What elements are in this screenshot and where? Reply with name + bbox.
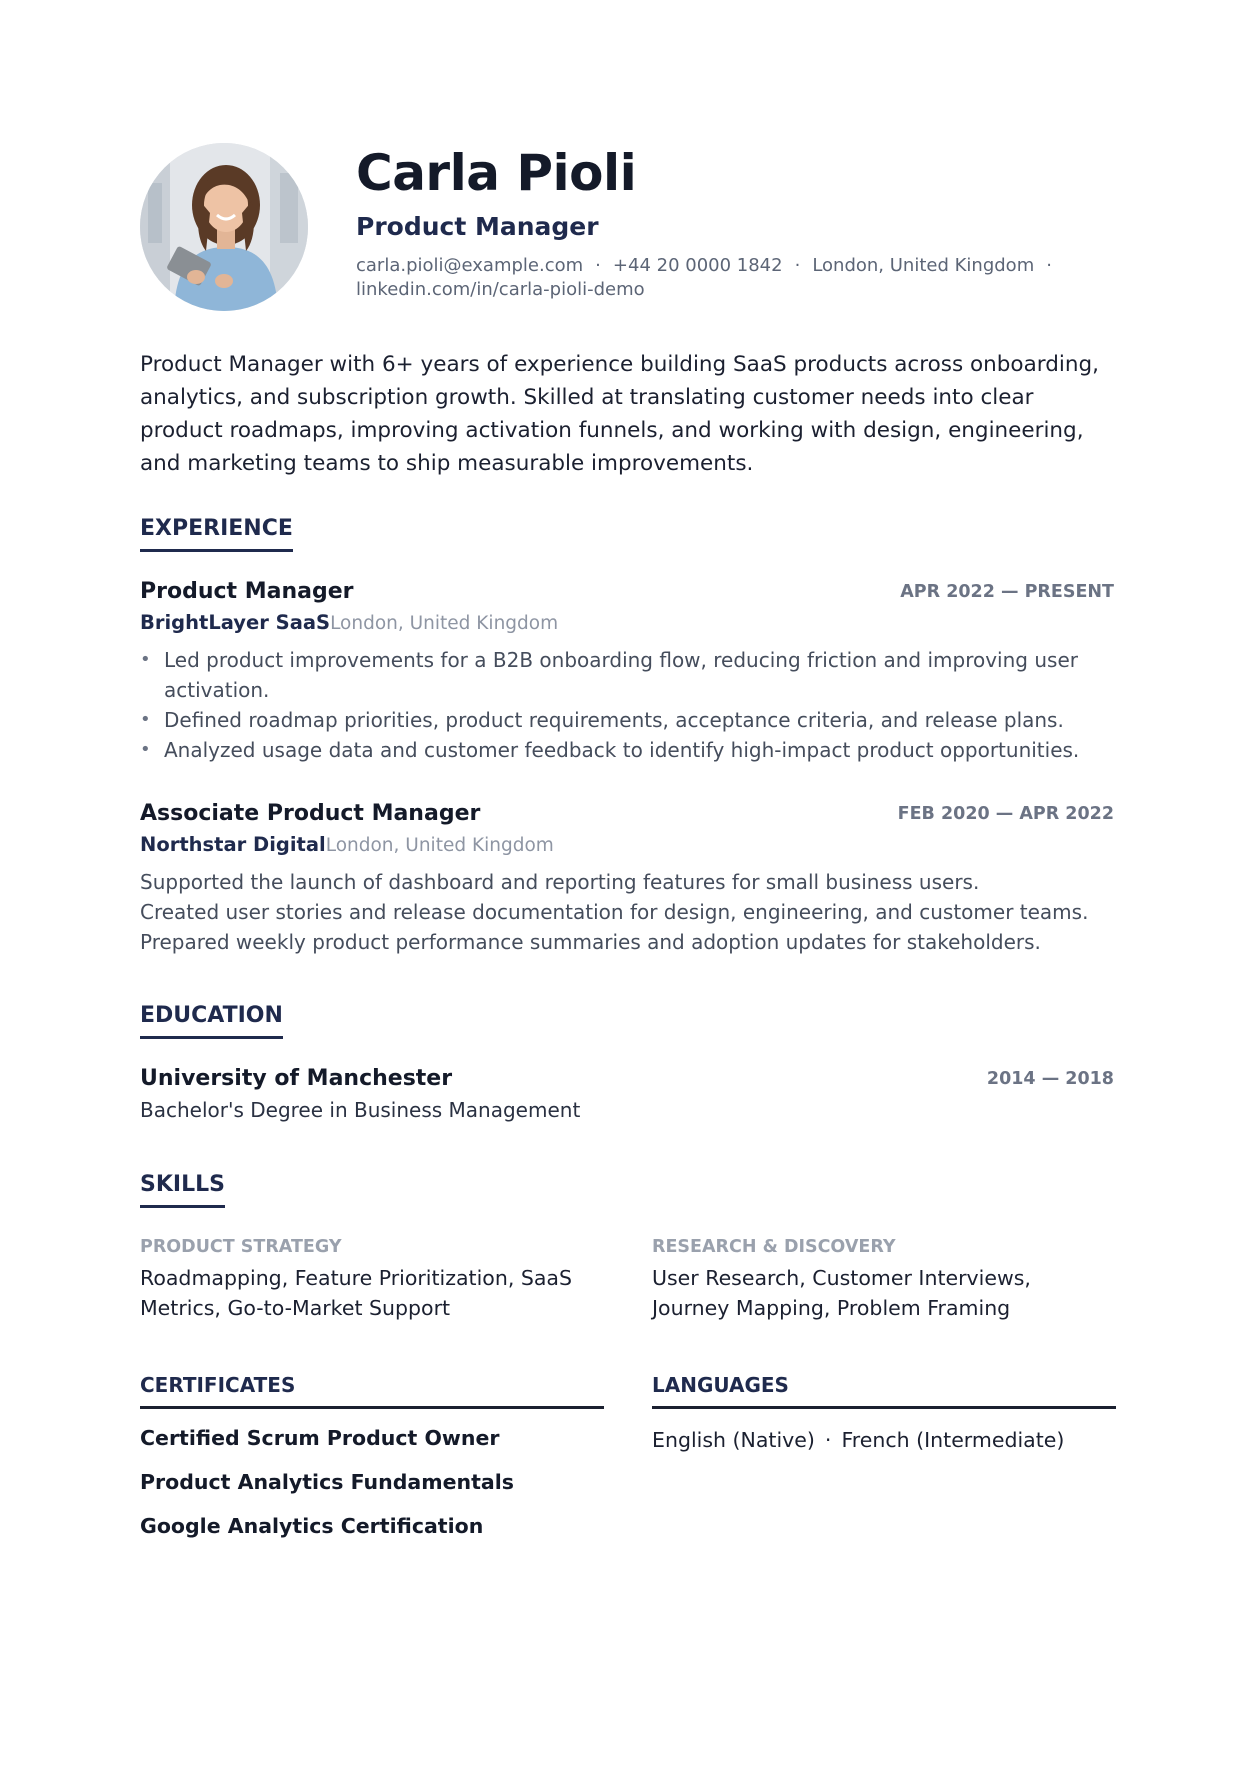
section-title-education: EDUCATION [140, 1001, 283, 1039]
skill-list: Roadmapping, Feature Prioritization, SaaS Metrics, Go-to-Market Support [140, 1266, 573, 1320]
list-item: Supported the launch of dashboard and reporting features for small business users. [140, 870, 980, 894]
skill-category: PRODUCT STRATEGY [140, 1237, 342, 1257]
job-description [140, 867, 1114, 957]
company-name: BrightLayer SaaS [140, 611, 331, 634]
certificate-item: Certified Scrum Product Owner [140, 1426, 500, 1450]
linkedin-link[interactable]: linkedin.com/in/carla-pioli-demo [356, 279, 645, 300]
skill-group [652, 1235, 1092, 1323]
headline: Product Manager [356, 212, 599, 241]
list-item: • Defined roadmap priorities, product requirements, acceptance criteria, and release plans. [140, 705, 1114, 735]
section-title-languages: LANGUAGES [652, 1370, 1116, 1409]
certificate-item: Product Analytics Fundamentals [140, 1470, 514, 1494]
school-name: University of Manchester [140, 1066, 453, 1091]
language-item: English (Native) [652, 1428, 815, 1452]
education-entry [140, 1063, 1114, 1125]
separator: · [1046, 255, 1052, 276]
list-item: • Led product improvements for a B2B onboarding flow, reducing friction and improving user activation. [140, 645, 1114, 705]
skill-category: RESEARCH & DISCOVERY [652, 1237, 896, 1257]
skill-list: User Research, Customer Interviews, Journey Mapping, Problem Framing [652, 1266, 1031, 1320]
separator: · [824, 1428, 832, 1452]
job-location: London, United Kingdom [330, 613, 559, 634]
contact-info [356, 254, 1116, 302]
education-dates: 2014 — 2018 [986, 1069, 1114, 1089]
profile-photo [140, 143, 308, 311]
header [356, 138, 1116, 302]
email-link[interactable]: carla.pioli@example.com [356, 255, 584, 276]
degree: Bachelor's Degree in Business Management [140, 1098, 581, 1122]
languages-section [652, 1370, 1116, 1455]
certificate-item: Google Analytics Certification [140, 1514, 484, 1538]
skill-group [140, 1235, 580, 1323]
list-item: Created user stories and release documentation for design, engineering, and customer teams. [140, 900, 1089, 924]
experience-entry [140, 798, 1114, 957]
job-location: London, United Kingdom [325, 835, 554, 856]
job-title: Associate Product Manager [140, 801, 481, 826]
job-bullets [140, 645, 1114, 765]
list-item: Prepared weekly product performance summaries and adoption updates for stakeholders. [140, 930, 1041, 954]
phone-number[interactable]: +44 20 0000 1842 [612, 255, 783, 276]
list-item: • Analyzed usage data and customer feedback to identify high-impact product opportunities. [140, 735, 1114, 765]
job-title: Product Manager [140, 579, 354, 604]
location: London, United Kingdom [812, 255, 1035, 276]
separator: · [794, 255, 801, 276]
summary: Product Manager with 6+ years of experience building SaaS products across onboarding, analytics, and subscription growth. Skilled at translating customer needs into clear product roadmaps, improving activation funnels, and working with design, engineering, and marketing teams to ship measurable improvements. [140, 352, 1099, 476]
job-dates: APR 2022 — PRESENT [900, 582, 1114, 602]
experience-entry [140, 576, 1114, 765]
languages-list [652, 1425, 1116, 1455]
job-dates: FEB 2020 — APR 2022 [897, 804, 1114, 824]
company-name: Northstar Digital [140, 833, 326, 856]
section-title-skills: SKILLS [140, 1170, 225, 1208]
section-title-certificates: CERTIFICATES [140, 1370, 604, 1409]
section-title-experience: EXPERIENCE [140, 514, 293, 552]
candidate-name: Carla Pioli [356, 144, 637, 202]
separator: · [595, 255, 601, 276]
language-item: French (Intermediate) [841, 1428, 1065, 1452]
certificates-section [140, 1370, 604, 1541]
